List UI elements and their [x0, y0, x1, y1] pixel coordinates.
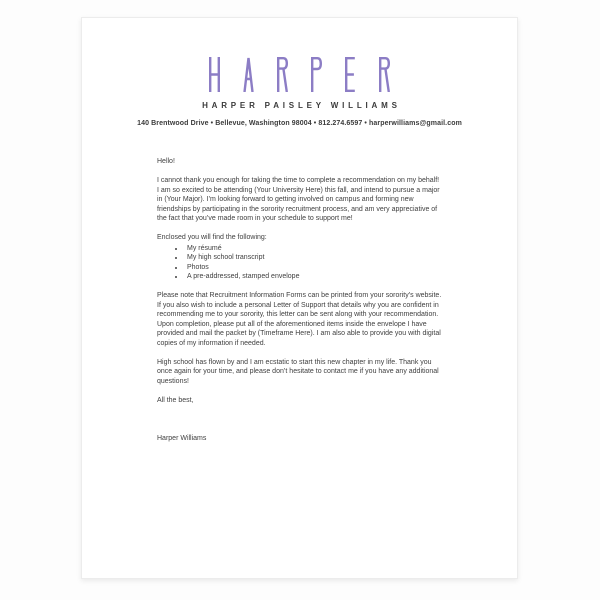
- letter-body: [157, 157, 442, 444]
- logo-letter-h: [210, 57, 219, 92]
- logo-letter-e: [346, 58, 355, 91]
- enclosed-item-photos: • Photos: [185, 263, 442, 273]
- signature: Harper Williams: [157, 435, 207, 442]
- greeting: Hello!: [157, 158, 175, 165]
- enclosed-item-envelope: • A pre-addressed, stamped envelope: [185, 272, 442, 282]
- paragraph-thankyou: High school has flown by and I am ecstatic to start this new chapter in my life. Thank you once again for your time, and please don’t hesitate to contact me if you have any additional questions!: [157, 358, 439, 385]
- enclosed-item-transcript: • My high school transcript: [185, 253, 442, 263]
- letter-page: [81, 17, 518, 579]
- letterhead-name: HARPER PAISLEY WILLIAMS: [202, 101, 401, 110]
- logo-letter-p: [312, 58, 321, 92]
- paragraph-thanks: I cannot thank you enough for taking the time to complete a recommendation on my behalf! I am so excited to be attending (Your University Here) this fall, and intend to pursue a major in (Your Major). I’m looking forward to getting involved on campus and forming new friendships by participating in the sorority recruitment process, and am very appreciative of the fact that you’ve made room in your schedule to support me!: [157, 177, 440, 222]
- logo-letter-r: [278, 58, 287, 92]
- paragraph-instructions: Please note that Recruitment Information Forms can be printed from your sorority’s website. If you also wish to include a personal Letter of Support that details why you are confident in recommending me to your sorority, this letter can be sent along with your recommendation. Upon completion, please put all of the aforementioned items inside the envelope I have provided and mail the packet by (Timeframe Here). I am also able to provide you with digital copies of my information if needed.: [157, 292, 442, 347]
- letterhead: [82, 18, 517, 127]
- closing: All the best,: [157, 396, 194, 404]
- enclosed-list: [157, 244, 442, 282]
- harper-logotype: [209, 57, 391, 92]
- letterhead-contact: 140 Brentwood Drive • Bellevue, Washington 98004 • 812.274.6597 • harperwilliams@gmail.com: [137, 120, 462, 127]
- enclosed-intro: Enclosed you will find the following:: [157, 234, 267, 241]
- logo-letter-a: [244, 58, 252, 92]
- logo-letter-r2: [380, 58, 389, 92]
- enclosed-item-resume: • My résumé: [185, 244, 442, 254]
